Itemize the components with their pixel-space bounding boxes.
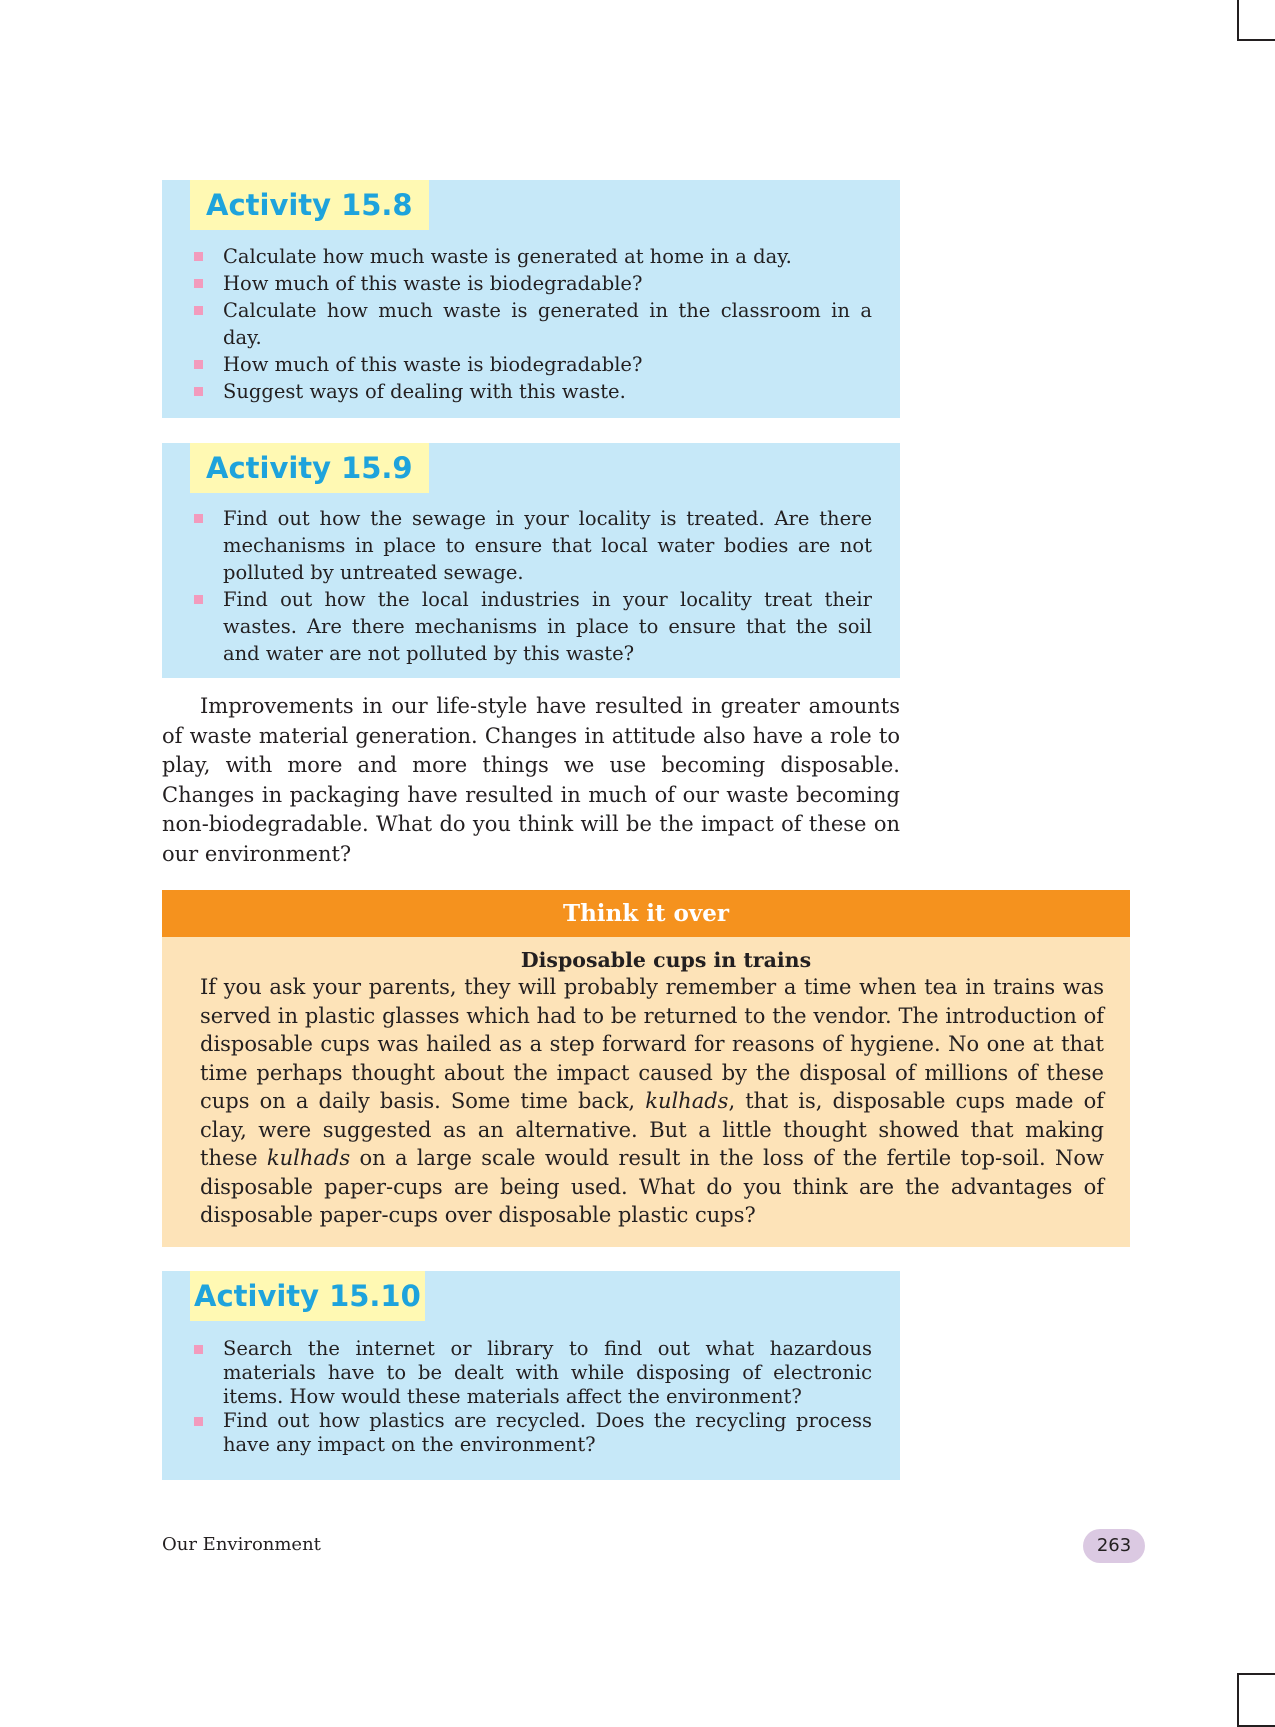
list-item: Calculate how much waste is generated in the classroom in a day. (190, 297, 872, 351)
bullet-icon (194, 387, 203, 396)
activity-label: Activity (194, 1279, 320, 1313)
activity-title (190, 443, 429, 493)
think-it-over-body: If you ask your parents, they will probably remember a time when tea in trains was served in plastic glasses which had to be returned to the vendor. The introduction of disposable cups was hailed as a step forward for reasons of hygiene. No one at that time perhaps thought about the impact caused by the disposal of millions of these cups on a daily basis. Some time back, kulhads, that is, disposable cups made of clay, were suggested as an alternative. But a little thought showed that making these kulhads on a large scale would result in the loss of the fertile top-soil. Now disposable paper-cups are being used. What do you think are the advantages of disposable paper-cups over disposable plastic cups? (200, 975, 1104, 1227)
term-kulhads: kulhads (645, 1089, 729, 1113)
activity-list (190, 505, 872, 667)
activity-label: Activity (206, 188, 332, 222)
body-paragraph: Improvements in our life-style have resulted in greater amounts of waste material generation. Changes in attitude also have a role to play, with more and more things we use becoming disposable. Changes in packaging have resulted in much of our waste becoming non-biodegradable. What do you think will be the impact of these on our environment? (162, 694, 900, 866)
term-kulhads: kulhads (266, 1146, 351, 1170)
bullet-icon (194, 1417, 203, 1426)
bullet-icon (194, 252, 203, 261)
bullet-icon (194, 279, 203, 288)
list-item: Find out how the sewage in your locality is treated. Are there mechanisms in place to ensure that local water bodies are not polluted by untreated sewage. (190, 505, 872, 586)
bullet-icon (194, 360, 203, 369)
crop-mark-bottom (1237, 1673, 1275, 1727)
think-it-over-box (162, 890, 1130, 1247)
list-item: Search the internet or library to find out what hazardous materials have to be dealt with while disposing of electronic items. How would these materials affect the environment? (190, 1337, 872, 1409)
bullet-icon (194, 595, 203, 604)
list-item: Find out how the local industries in your locality treat their wastes. Are there mechanisms in place to ensure that the soil and water are not polluted by this waste? (190, 586, 872, 667)
activity-number: 15.8 (341, 188, 413, 222)
bullet-icon (194, 306, 203, 315)
list-item: Find out how plastics are recycled. Does the recycling process have any impact on the environment? (190, 1409, 872, 1457)
chapter-title: Our Environment (162, 1534, 321, 1555)
page-number: 263 (1083, 1529, 1145, 1563)
activity-title (190, 1271, 425, 1321)
bullet-icon (194, 514, 203, 523)
activity-list (190, 1337, 872, 1457)
think-it-over-heading: Think it over (162, 890, 1130, 937)
activity-15-9 (162, 443, 900, 678)
activity-label: Activity (206, 451, 332, 485)
list-item: How much of this waste is biodegradable? (190, 351, 872, 378)
bullet-icon (194, 1345, 203, 1354)
list-item: Calculate how much waste is generated at home in a day. (190, 243, 872, 270)
activity-number: 15.10 (329, 1279, 421, 1313)
list-item: How much of this waste is biodegradable? (190, 270, 872, 297)
list-item: Suggest ways of dealing with this waste. (190, 378, 872, 405)
crop-mark-top (1237, 0, 1275, 41)
activity-number: 15.9 (341, 451, 413, 485)
activity-title (190, 180, 429, 230)
think-it-over-subheading: Disposable cups in trains (520, 948, 812, 972)
activity-15-10 (162, 1271, 900, 1480)
activity-list (190, 243, 872, 405)
activity-15-8 (162, 180, 900, 418)
